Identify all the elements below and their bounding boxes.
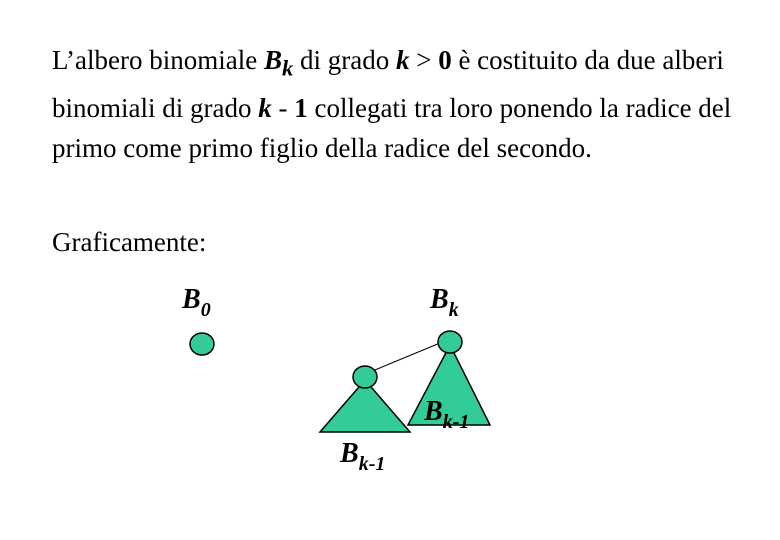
b0-label bbox=[181, 284, 211, 321]
def-text-3: > bbox=[409, 45, 439, 75]
def-k1: k bbox=[395, 45, 410, 75]
b0-label-sub: 0 bbox=[200, 299, 211, 321]
def-zero: 0 bbox=[438, 45, 452, 75]
b0-node bbox=[190, 333, 214, 355]
bk1-right-label-base: B bbox=[424, 396, 443, 427]
bk1-left-label-base: B bbox=[340, 438, 359, 469]
bk1-left-label-sub: k-1 bbox=[358, 453, 386, 475]
bk-label bbox=[429, 284, 459, 321]
def-text-1: L’albero binomiale bbox=[52, 45, 264, 75]
def-k-sub: k bbox=[281, 55, 294, 81]
bk-label-base: B bbox=[430, 284, 449, 315]
def-text-2: di grado bbox=[293, 45, 396, 75]
def-one: 1 bbox=[294, 93, 308, 124]
def-b: B bbox=[263, 45, 282, 75]
link-line bbox=[370, 343, 440, 372]
bk-label-sub: k bbox=[448, 299, 459, 321]
def-k2: k bbox=[258, 93, 272, 124]
b0-label-base: B bbox=[182, 284, 201, 315]
left-tree-root bbox=[353, 366, 377, 388]
graphic-heading: Graficamente: bbox=[52, 227, 207, 257]
def-text-5: - bbox=[271, 93, 295, 124]
bk1-left-label bbox=[339, 438, 385, 475]
right-tree-root bbox=[438, 331, 462, 353]
def-text-6: collegati tra loro ponendo la radice del primo come primo figlio della radice del secondo. bbox=[52, 93, 732, 164]
def-text-4: è costituito da due alberi binomiali di grado bbox=[52, 45, 724, 124]
bk1-right-label-sub: k-1 bbox=[442, 411, 470, 433]
